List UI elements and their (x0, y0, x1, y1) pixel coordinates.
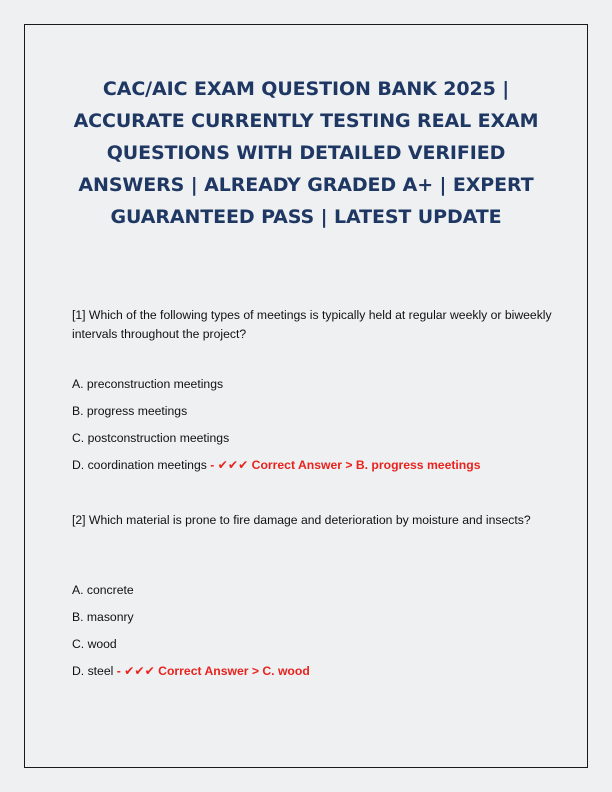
question-2-option-a: A. concrete (72, 583, 134, 597)
question-2-option-d: D. steel - ✔✔✔ Correct Answer > C. wood (72, 664, 310, 678)
question-1-correct-answer: - ✔✔✔ Correct Answer > B. progress meetings (206, 458, 481, 472)
question-2-option-c: C. wood (72, 637, 117, 651)
question-1-text: [1] Which of the following types of meetings is typically held at regular weekly or biweekly intervals throughout the project? (72, 308, 552, 341)
question-2-option-b: B. masonry (72, 610, 134, 624)
question-1-option-c: C. postconstruction meetings (72, 431, 230, 445)
question-1-option-d: D. coordination meetings - ✔✔✔ Correct Answer > B. progress meetings (72, 458, 481, 472)
question-2-text: [2] Which material is prone to fire damage and deterioration by moisture and insects? (72, 513, 531, 527)
question-2-correct-answer: - ✔✔✔ Correct Answer > C. wood (113, 664, 310, 678)
question-2-options (72, 583, 552, 691)
question-1-option-a: A. preconstruction meetings (72, 377, 224, 391)
document-title: CAC/AIC EXAM QUESTION BANK 2025 | ACCURATE CURRENTLY TESTING REAL EXAM QUESTIONS WITH DETAILED VERIFIED ANSWERS | ALREADY GRADED A+ | EXPERT GUARANTEED PASS | LATEST UPDATE (73, 78, 539, 228)
question-1-options (72, 377, 552, 485)
question-2 (72, 511, 552, 678)
question-1 (72, 306, 552, 472)
question-1-option-b: B. progress meetings (72, 404, 188, 418)
page-frame (24, 24, 588, 768)
